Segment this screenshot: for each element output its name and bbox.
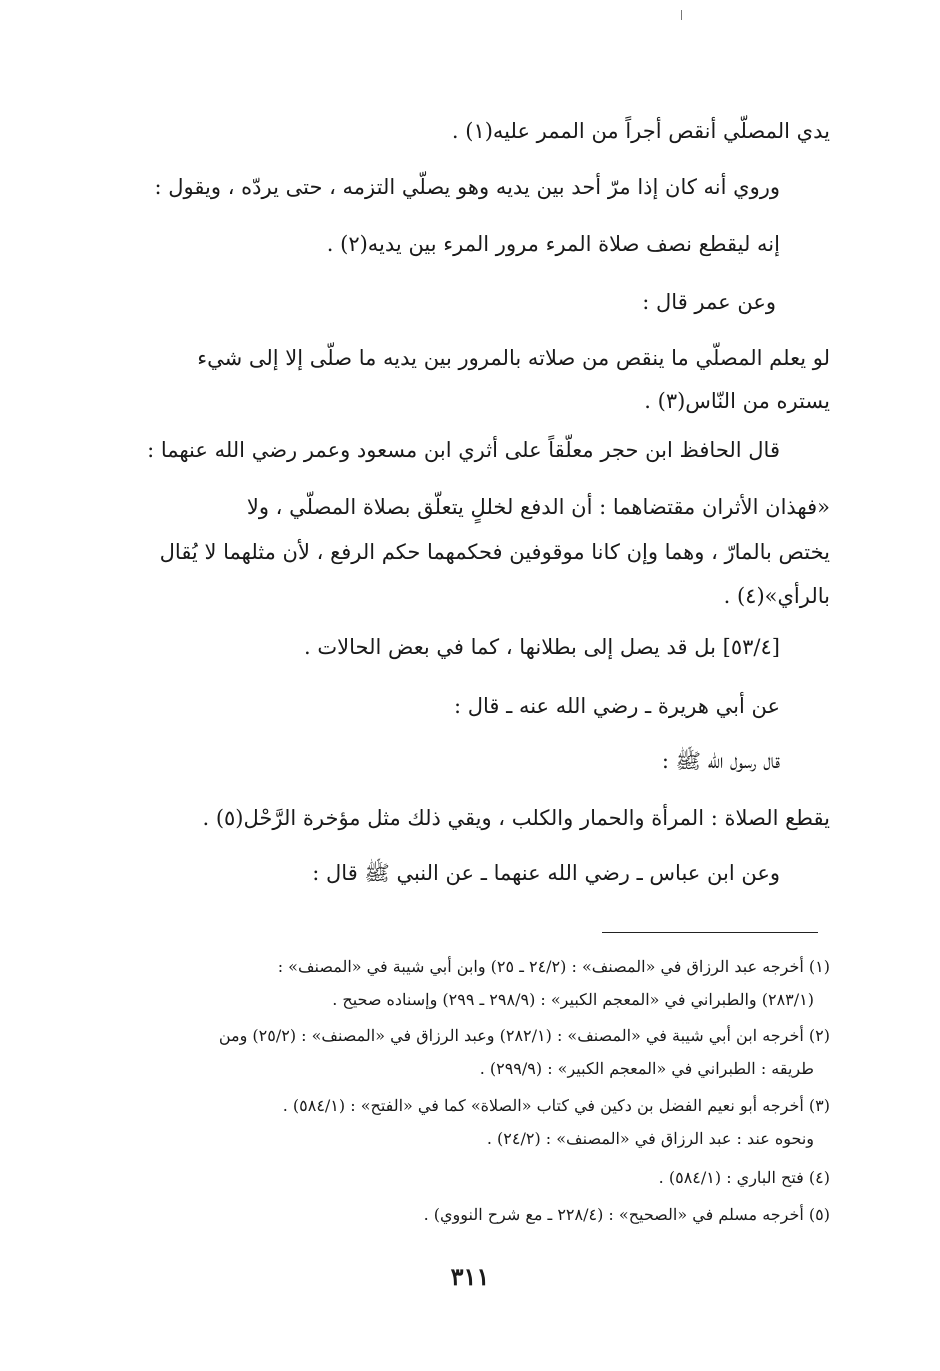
footnote-2-line-1: (٢) أخرجه ابن أبي شيبة في «المصنف» : (٢٨٢/١) وعبد الرزاق في «المصنف» : (٢٥/٢) ومن — [218, 1026, 830, 1045]
body-line-prophet: قال رسول الله ﷺ : — [661, 749, 780, 773]
body-line-ibn-abbas: وعن ابن عباس ـ رضي الله عنهما ـ عن النبي ﷺ قال : — [312, 861, 780, 885]
quote-line-2: يختص بالمارّ ، وهما وإن كانا موقوفين فحكمهما حكم الرفع ، لأن مثلهما لا يُقال — [159, 540, 830, 564]
body-line-3: إنه ليقطع نصف صلاة المرء مرور المرء بين يديه(٢) . — [326, 232, 780, 256]
footnote-1-line-2: (٢٨٣/١) والطبراني في «المعجم الكبير» : (٢٩٨/٩ ـ ٢٩٩) وإسناده صحيح . — [332, 990, 814, 1009]
body-line-6: يستره من النّاس(٣) . — [644, 389, 830, 413]
footnote-separator — [602, 932, 818, 933]
scan-mark — [681, 10, 682, 20]
footnote-1-line-1: (١) أخرجه عبد الرزاق في «المصنف» : (٢٤/٢ ـ ٢٥) وابن أبي شيبة في «المصنف» : — [277, 957, 830, 976]
footnote-5: (٥) أخرجه مسلم في «الصحيح» : (٢٢٨/٤ ـ مع شرح النووي) . — [423, 1205, 830, 1224]
body-line-narrator: عن أبي هريرة ـ رضي الله عنه ـ قال : — [454, 694, 780, 718]
footnote-4: (٤) فتح الباري : (٥٨٤/١) . — [658, 1168, 830, 1187]
quote-line-1: «فهذان الأثران مقتضاهما : أن الدفع لخللٍ يتعلّق بصلاة المصلّي ، ولا — [246, 495, 830, 519]
quote-line-3: بالرأي»(٤) . — [723, 584, 830, 608]
footnote-3-line-2: ونحوه عند : عبد الرزاق في «المصنف» : (٢٤/٢) . — [486, 1129, 814, 1148]
body-line-4: وعن عمر قال : — [642, 290, 776, 314]
page-number: ٣١١ — [450, 1262, 490, 1291]
body-line-7: قال الحافظ ابن حجر معلّقاً على أثري ابن مسعود وعمر رضي الله عنهما : — [147, 438, 780, 462]
footnote-3-line-1: (٣) أخرجه أبو نعيم الفضل بن دكين في كتاب «الصلاة» كما في «الفتح» : (٥٨٤/١) . — [282, 1096, 830, 1115]
body-line-5: لو يعلم المصلّي ما ينقص من صلاته بالمرور بين يديه ما صلّى إلا إلى شيء — [197, 346, 830, 370]
hadith-text: يقطع الصلاة : المرأة والحمار والكلب ، ويقي ذلك مثل مؤخرة الرَّحْل(٥) . — [202, 806, 830, 830]
body-line-1: يدي المصلّي أنقص أجراً من الممر عليه(١) . — [451, 119, 830, 143]
footnote-2-line-2: طريقه : الطبراني في «المعجم الكبير» : (٢٩٩/٩) . — [479, 1059, 814, 1078]
section-heading-53-4: [٥٣/٤] بل قد يصل إلى بطلانها ، كما في بعض الحالات . — [304, 635, 780, 659]
body-line-2: وروي أنه كان إذا مرّ أحد بين يديه وهو يصلّي التزمه ، حتى يردّه ، ويقول : — [154, 175, 780, 199]
